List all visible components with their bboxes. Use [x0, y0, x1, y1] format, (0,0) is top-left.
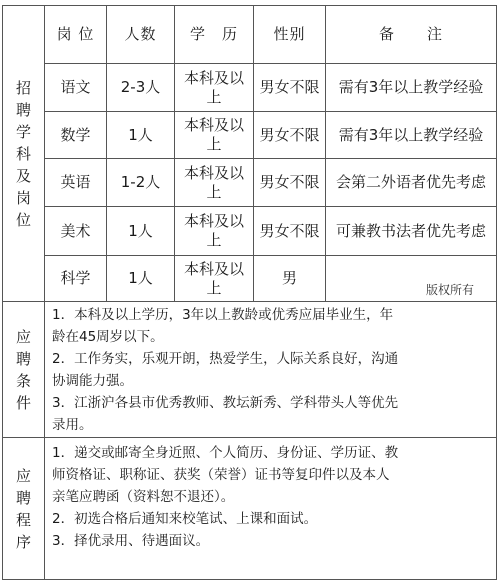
- table-cell-count: 1-2人: [120, 173, 161, 192]
- side-label-recruit: [3, 6, 44, 301]
- header-note: 备 注: [378, 25, 443, 44]
- side-char: 应: [15, 327, 31, 346]
- table-cell-note: 会第二外语者优先考虑: [335, 173, 486, 192]
- table-cell-count: 1人: [128, 221, 153, 240]
- education-line: 上: [206, 135, 222, 153]
- header-count: 人数: [124, 25, 157, 44]
- table-cell-education: [175, 64, 253, 111]
- education-line: 上: [206, 231, 222, 249]
- table-cell-post: 科学: [60, 269, 91, 288]
- side-char: 件: [15, 393, 31, 412]
- side-char: 招: [15, 78, 31, 97]
- procedure-line: 亲笔应聘函（资料恕不退还）。: [52, 489, 235, 505]
- education-line: 上: [206, 87, 222, 106]
- procedure-line: 2．初选合格后通知来校笔试、上课和面试。: [52, 511, 318, 527]
- side-char: 程: [15, 510, 31, 529]
- education-line: 本科及以: [183, 259, 244, 278]
- conditions-line: 录用。: [52, 417, 93, 433]
- table-cell-note: 需有3年以上教学经验: [338, 78, 484, 97]
- table-cell-post: 数学: [60, 125, 91, 144]
- procedure-line: 3．择优录用、待遇面议。: [52, 533, 210, 549]
- side-char: 聘: [15, 488, 31, 507]
- side-label-conditions: [3, 302, 44, 437]
- table-cell-education: [175, 207, 253, 255]
- education-line: 本科及以: [183, 116, 244, 135]
- table-cell-education: [175, 112, 253, 158]
- education-line: 上: [206, 278, 222, 297]
- watermark-text: 版权所有: [426, 283, 475, 297]
- table-cell-count: 1人: [128, 125, 153, 144]
- table-cell-post: 英语: [60, 173, 91, 192]
- side-label-procedure: [3, 438, 44, 579]
- procedure-line: 师资格证、职称证、获奖（荣誉）证书等复印件以及本人: [52, 467, 390, 483]
- table-cell-note: 需有3年以上教学经验: [338, 125, 484, 144]
- table-cell-gender: 男女不限: [259, 125, 320, 144]
- side-char: 科: [15, 144, 31, 163]
- side-char: 及: [15, 166, 31, 185]
- side-char: 学: [15, 122, 31, 141]
- conditions-line: 协调能力强。: [52, 373, 133, 389]
- table-cell-post: 美术: [60, 221, 91, 240]
- side-char: 条: [15, 371, 31, 390]
- header-gender: 性别: [273, 25, 306, 44]
- side-char: 岗: [15, 188, 31, 207]
- table-cell-gender: 男女不限: [259, 78, 320, 97]
- side-char: 聘: [15, 349, 31, 368]
- side-char: 位: [15, 210, 31, 229]
- table-cell-count: 2-3人: [120, 78, 161, 97]
- conditions-line: 1．本科及以上学历，3年以上教龄或优秀应届毕业生，年: [52, 307, 394, 323]
- table-cell-education: [175, 159, 253, 206]
- education-line: 本科及以: [183, 212, 244, 231]
- header-education: 学 历: [189, 25, 238, 44]
- procedure-line: 1．递交或邮寄全身近照、个人简历、身份证、学历证、教: [52, 445, 399, 461]
- conditions-line: 3．江浙沪各县市优秀教师、教坛新秀、学科带头人等优先: [52, 395, 399, 411]
- education-line: 上: [206, 182, 222, 201]
- education-line: 本科及以: [183, 68, 244, 87]
- conditions-text: [52, 304, 492, 436]
- header-post: 岗 位: [56, 25, 95, 44]
- side-char: 聘: [15, 100, 31, 119]
- table-cell-post: 语文: [60, 78, 91, 97]
- table-cell-count: 1人: [128, 269, 153, 288]
- education-line: 本科及以: [183, 163, 244, 182]
- table-cell-education: [175, 256, 253, 301]
- side-char: 序: [15, 532, 31, 551]
- table-cell-gender: 男女不限: [259, 173, 320, 192]
- table-cell-note: 可兼教书法者优先考虑: [335, 221, 486, 240]
- conditions-line: 2．工作务实，乐观开朗，热爱学生，人际关系良好，沟通: [52, 351, 399, 367]
- side-char: 应: [15, 466, 31, 485]
- conditions-line: 龄在45周岁以下。: [52, 329, 164, 345]
- table-cell-gender: 男: [281, 269, 297, 288]
- procedure-text: [52, 442, 492, 552]
- table-cell-gender: 男女不限: [259, 221, 320, 240]
